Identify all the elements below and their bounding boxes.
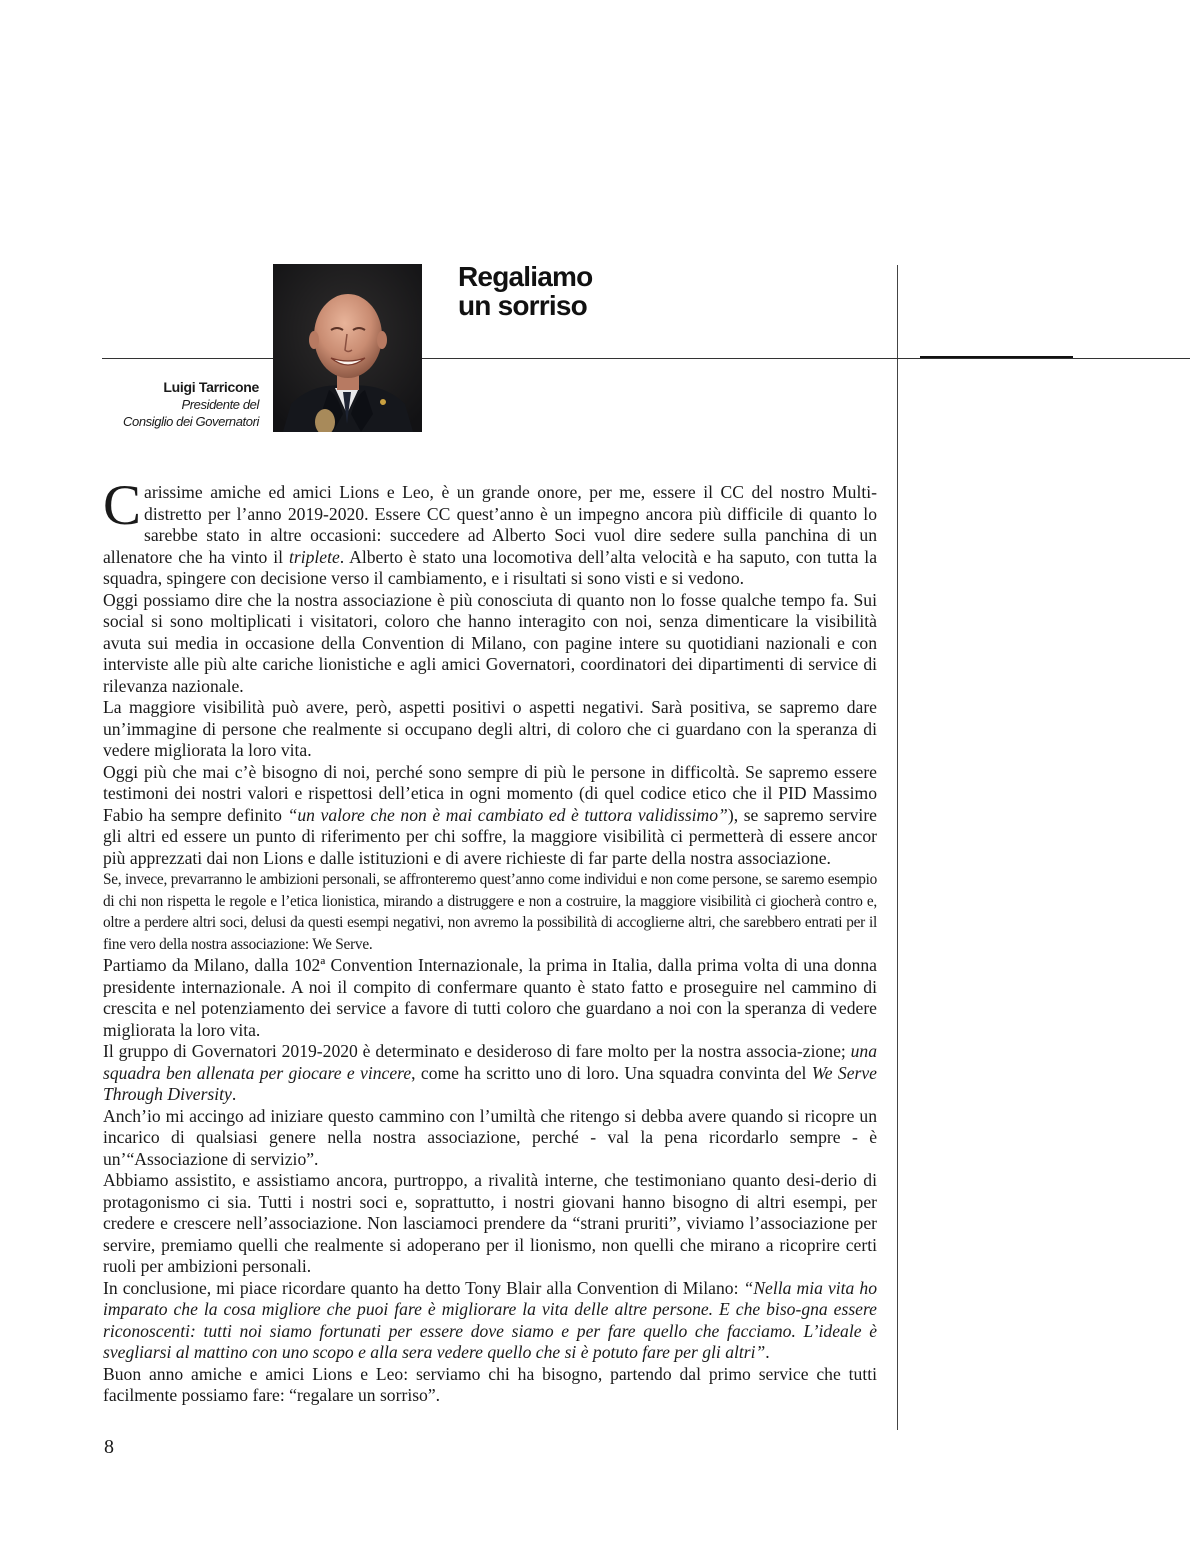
sidebar-accent-rule [920, 356, 1073, 358]
paragraph-7-text-b: , come ha scritto uno di loro. Una squadra convinta del [411, 1062, 812, 1083]
paragraph-1-text-b: . Alberto è stato una locomotiva dell’alta velocità e ha saputo, con tutta la squadra, spingere con decisione verso il cambiamento, e i risultati si sono visti e si vedono. [103, 546, 878, 588]
paragraph-11: Buon anno amiche e amici Lions e Leo: serviamo chi ha bisogno, partendo dal primo service che tutti facilmente possiamo fare: “regalare un sorriso”. [103, 1363, 877, 1405]
header-rule [102, 358, 898, 359]
paragraph-2: Oggi possiamo dire che la nostra associazione è più conosciuta di quanto non lo fosse qualche tempo fa. Sui social si sono moltiplicati i visitatori, coloro che hanno interagito con noi, senza dimenticare la visibilità avuta sui media in occasione della Convention di Milano, con pagine intere su quotidiani nazionali e con interviste alle più alte cariche lionistiche e agli amici Governatori, coordinatori dei dipartimenti di service di rilevanza nazionale. [103, 589, 877, 696]
paragraph-3: La maggiore visibilità può avere, però, aspetti positivi o aspetti negativi. Sarà positiva, se sapremo dare un’immagine di persone che realmente si occupano degli altri, di coloro che ci guardano con la speranza di vedere migliorata la loro vita. [103, 697, 877, 760]
paragraph-4-text-b: ), se sapremo servire gli altri ed essere un punto di riferimento per chi soffre, la maggiore visibilità ci permetterà di essere ancor più apprezzati dai non Lions e dalle istituzioni e di avere richieste di far parte della nostra associazione. [103, 804, 877, 868]
paragraph-10-text-b: . [765, 1342, 770, 1362]
paragraph-7-italic-1: una squadra ben allenata per giocare e vincere [103, 1041, 877, 1083]
author-portrait [273, 264, 422, 432]
paragraph-7 [103, 1041, 877, 1106]
title-line-1: Regaliamo [458, 261, 593, 292]
paragraph-1 [103, 474, 878, 590]
author-role-line-2: Consiglio dei Governatori [123, 414, 259, 429]
paragraph-9: Abbiamo assistito, e assistiamo ancora, purtroppo, a rivalità interne, che testimoniano quanto desi-derio di protagonismo ci sia. Tutti i nostri soci e, soprattutto, i nostri giovani hanno bisogno di altri esempi, per credere e crescere nell’associazione. Non lasciamoci prendere da “strani pruriti”, viviamo l’associazione per servire, premiamo quelli che realmente si adoperano per il lionismo, non quelli che mirano a ricoprire certi ruoli per ambizioni personali. [103, 1170, 877, 1276]
drop-cap: C [103, 474, 142, 537]
column-divider-vertical [897, 265, 898, 1430]
article-title [458, 262, 592, 320]
author-name: Luigi Tarricone [163, 379, 259, 395]
title-line-2: un sorriso [458, 290, 587, 321]
portrait-illustration [273, 264, 422, 432]
paragraph-4 [103, 762, 877, 870]
paragraph-7-italic-2: We Serve Through Diversity [103, 1062, 877, 1104]
paragraph-5: Se, invece, prevarranno le ambizioni personali, se affronteremo quest’anno come individui e non come persone, se saremo esempio di chi non rispetta le regole e l’etica lionistica, mirando a distruggere e non a costruire, la maggiore visibilità ci giocherà contro e, oltre a perdere altri soci, delusi da questi esempi negativi, non avremo la possibilità di accoglierne altri, che sarebbero entrati per il fine vero della nostra associazione: We Serve. [103, 871, 877, 953]
paragraph-4-text-a: Oggi più che mai c’è bisogno di noi, perché sono sempre di più le persone in difficoltà. Se sapremo essere testimoni dei nostri valori e rispettosi dell’etica in ogni momento (di quel codice etico che il PID Massimo Fabio ha sempre definito [103, 761, 877, 825]
paragraph-1-italic: triplete [288, 546, 340, 567]
header-rule-right [898, 358, 1190, 359]
paragraph-7-text-a: Il gruppo di Governatori 2019-2020 è determinato e desideroso di fare molto per la nostra associa-zione; [103, 1041, 851, 1061]
paragraph-10 [103, 1278, 877, 1364]
author-byline [123, 379, 259, 430]
paragraph-10-text-a: In conclusione, mi piace ricordare quanto ha detto Tony Blair alla Convention di Milano: [103, 1277, 744, 1298]
paragraph-10-italic: “Nella mia vita ho imparato che la cosa migliore che puoi fare è migliorare la vita delle altre persone. E che biso-gna essere riconoscenti: tutti noi siamo fortunati per essere dove siamo e per fare quello che facciamo. L’ideale è svegliarsi al mattino con uno scopo e alla sera vedere quello che si è potuto fare per gli altri” [103, 1277, 877, 1362]
paragraph-4-italic: “un valore che non è mai cambiato ed è tuttora validissimo” [287, 804, 728, 825]
paragraph-7-text-c: . [231, 1084, 237, 1104]
article-body [103, 474, 878, 1407]
paragraph-6: Partiamo da Milano, dalla 102ª Convention Internazionale, la prima in Italia, dalla prima volta di una donna presidente internazionale. A noi il compito di confermare quanto è stato fatto e proseguire nel cammino di crescita e nel potenziamento dei service a favore di tutti coloro che guardano a noi con la speranza di vedere migliorata la loro vita. [103, 955, 877, 1040]
paragraph-1-text-a: arissime amiche ed amici Lions e Leo, è un grande onore, per me, essere il CC del nostro Multi-distretto per l’anno 2019-2020. Essere CC quest’anno è un impegno ancora più difficile di quanto lo sarebbe stato in altre occasioni: succedere ad Alberto Soci vuol dire sedere sulla panchina di un allenatore che ha vinto il [103, 482, 877, 567]
page-number: 8 [104, 1436, 114, 1458]
paragraph-8: Anch’io mi accingo ad iniziare questo cammino con l’umiltà che ritengo si debba avere quando si ricopre un incarico di qualsiasi genere nella nostra associazione, perché - val la pena ricordarlo sempre - è un’“Associazione di servizio”. [103, 1105, 877, 1169]
author-role-line-1: Presidente del [181, 397, 259, 412]
